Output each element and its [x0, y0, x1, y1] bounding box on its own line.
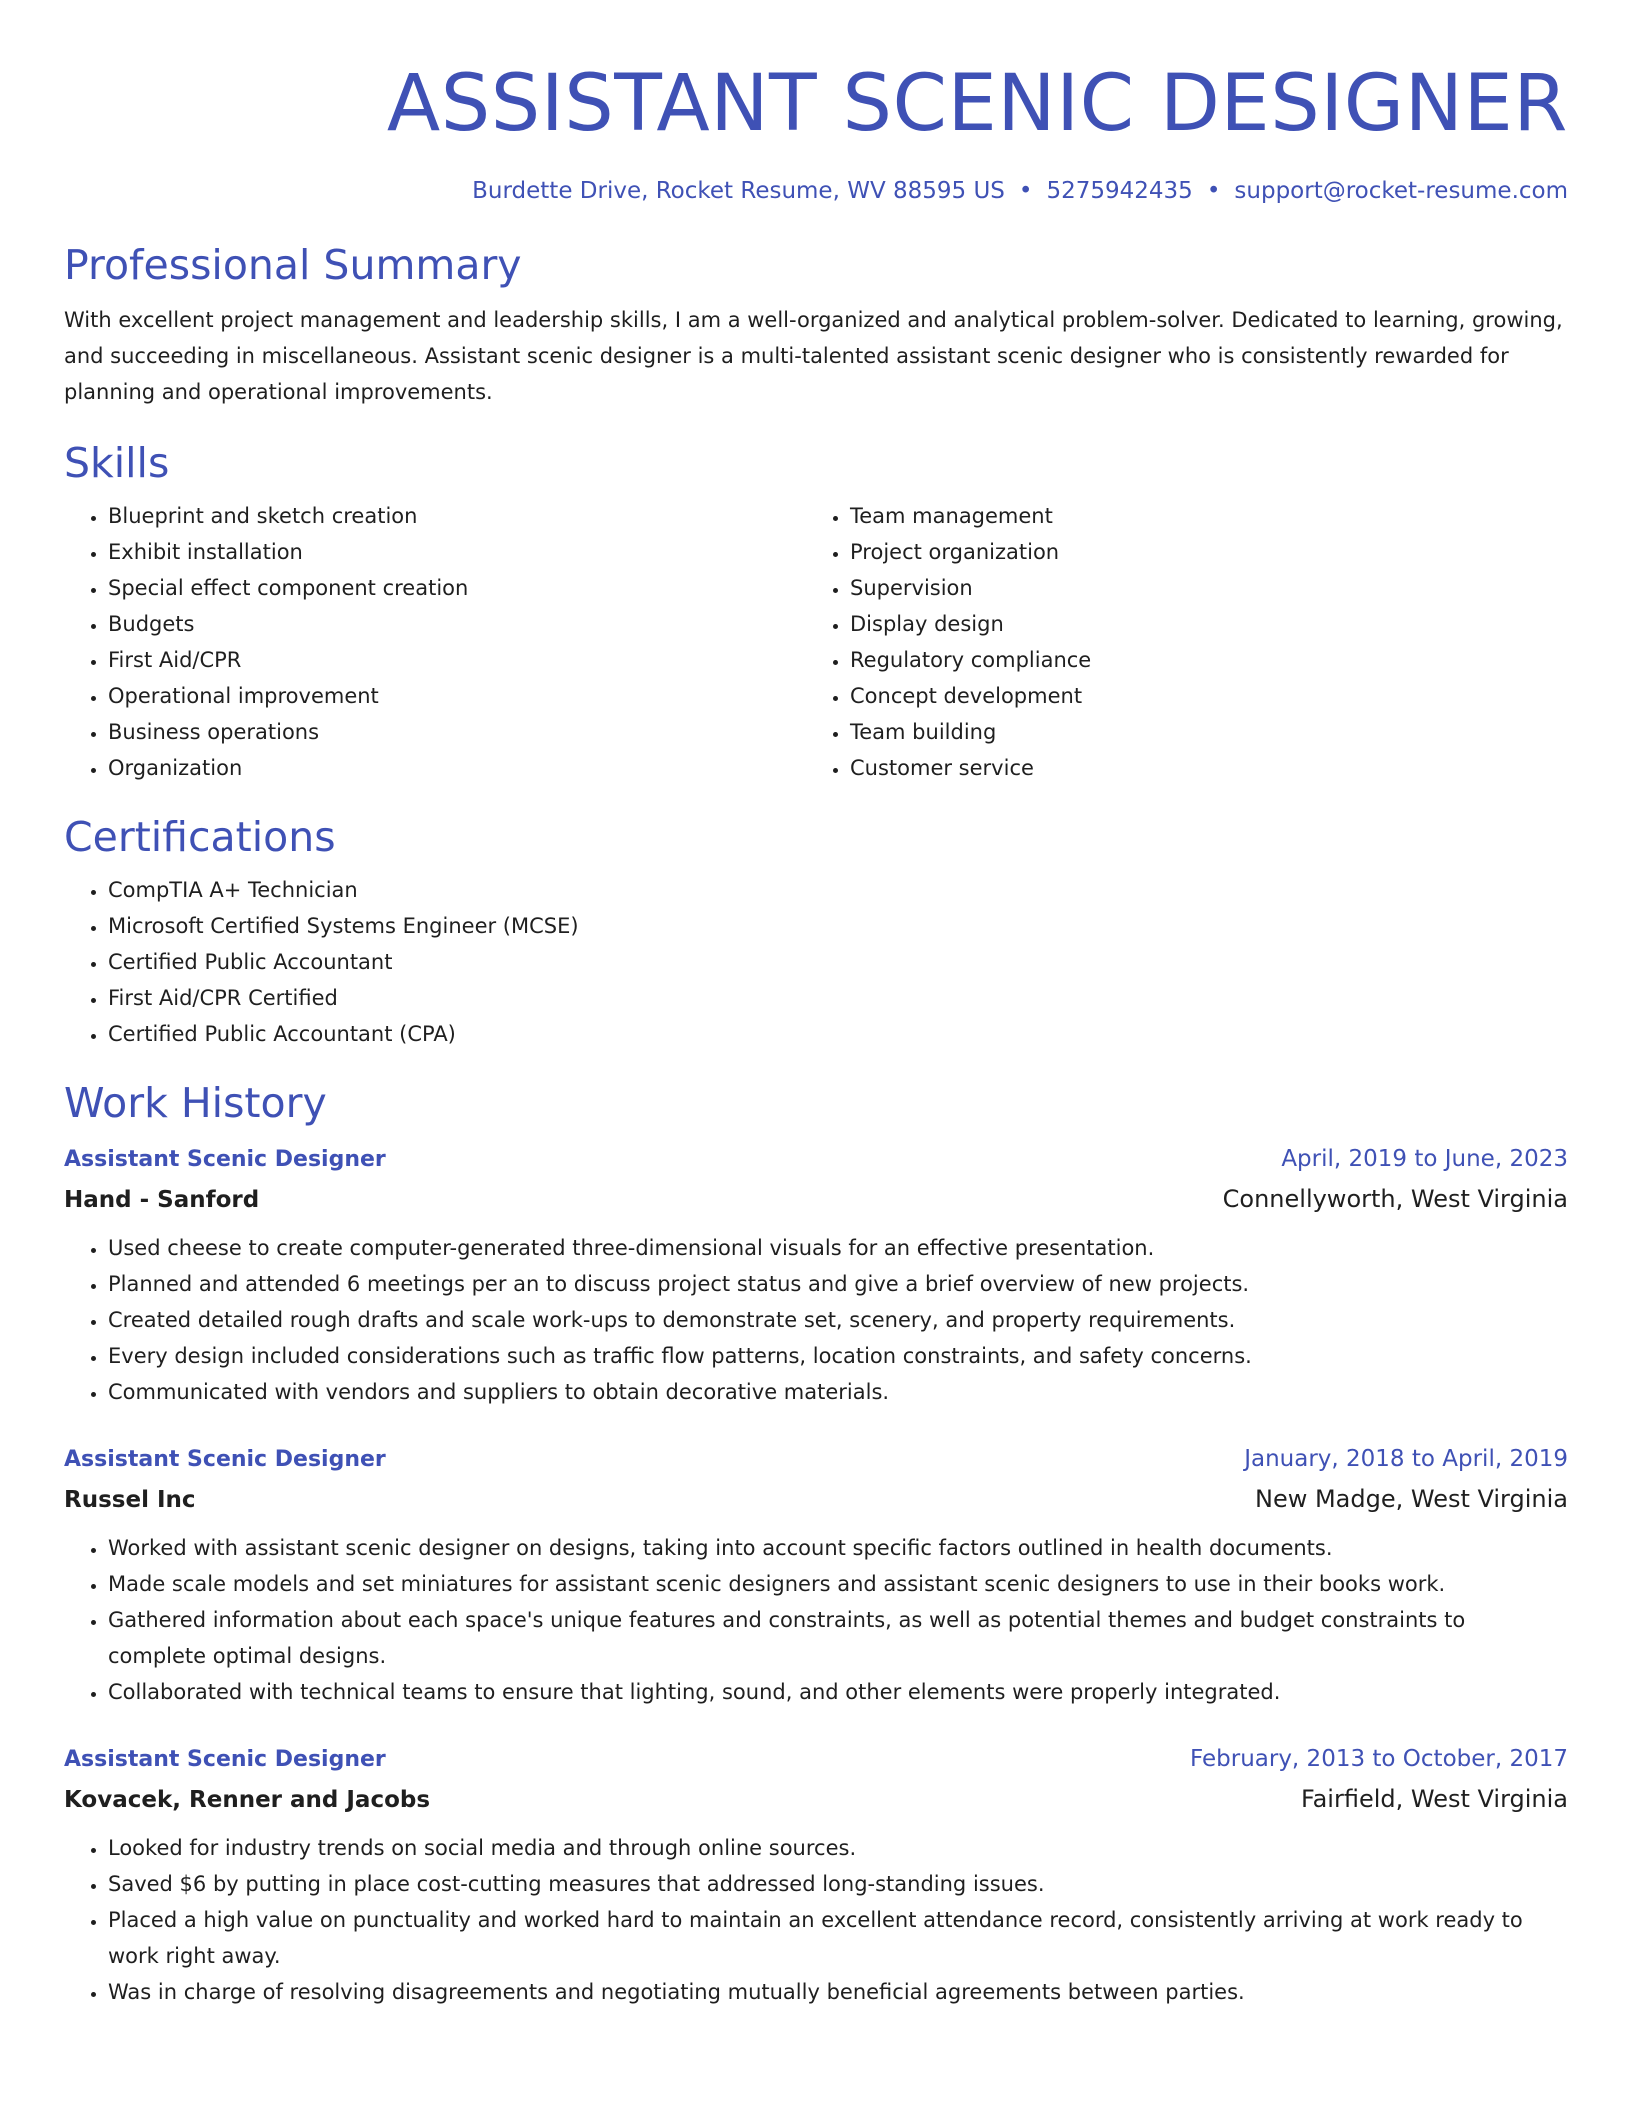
separator-dot: • — [1018, 178, 1033, 204]
resume-header — [64, 0, 1568, 206]
job-bullet: • Placed a high value on punctuality and worked hard to maintain an excellent attendance record, consistently arriving at work ready to work right away. — [108, 1902, 1568, 1974]
skills-section — [64, 436, 1568, 786]
separator-dot: • — [1206, 178, 1221, 204]
job-title-row — [64, 1740, 1568, 1779]
job-entry — [64, 1140, 1568, 1410]
skill-item: • Budgets — [108, 606, 806, 642]
job-company-row — [64, 1479, 1568, 1520]
job-location: Connellyworth, West Virginia — [1222, 1185, 1568, 1213]
skill-item: • Display design — [850, 606, 1568, 642]
certification-item: • Certified Public Accountant — [108, 944, 1568, 980]
job-bullets — [64, 1530, 1568, 1710]
certifications-list — [64, 872, 1568, 1052]
job-title-row — [64, 1440, 1568, 1479]
skills-heading: Skills — [64, 439, 170, 487]
skill-item: • Supervision — [850, 570, 1568, 606]
skill-item: • Special effect component creation — [108, 570, 806, 606]
job-entry — [64, 1440, 1568, 1710]
job-location: New Madge, West Virginia — [1254, 1485, 1568, 1513]
job-bullet: • Made scale models and set miniatures for assistant scenic designers and assistant scenic designers to use in their books work. — [108, 1566, 1568, 1602]
summary-section — [64, 238, 1568, 410]
contact-line — [64, 176, 1568, 206]
work-history-heading: Work History — [64, 1079, 327, 1127]
skills-column-left — [64, 498, 806, 786]
job-bullet: • Collaborated with technical teams to ensure that lighting, sound, and other elements were properly integrated. — [108, 1674, 1568, 1710]
skill-item: • Team building — [850, 714, 1568, 750]
contact-email[interactable]: support@rocket-resume.com — [1234, 178, 1568, 204]
skill-item: • Exhibit installation — [108, 534, 806, 570]
job-title-row — [64, 1140, 1568, 1179]
job-company-row — [64, 1179, 1568, 1220]
job-bullet: • Every design included considerations such as traffic flow patterns, location constraints, and safety concerns. — [108, 1338, 1568, 1374]
job-title: Assistant Scenic Designer — [64, 1147, 386, 1172]
skill-item: • Team management — [850, 498, 1568, 534]
contact-address: Burdette Drive, Rocket Resume, WV 88595 US — [472, 178, 1005, 204]
skill-item: • Project organization — [850, 534, 1568, 570]
job-title: Assistant Scenic Designer — [64, 1447, 386, 1472]
job-bullet: • Communicated with vendors and suppliers to obtain decorative materials. — [108, 1374, 1568, 1410]
skill-item: • Regulatory compliance — [850, 642, 1568, 678]
job-company: Russel Inc — [64, 1487, 196, 1513]
skill-item: • Organization — [108, 750, 806, 786]
resume-title: ASSISTANT SCENIC DESIGNER — [386, 59, 1568, 149]
skills-list-right — [806, 498, 1568, 786]
job-title: Assistant Scenic Designer — [64, 1747, 386, 1772]
job-bullet: • Was in charge of resolving disagreements and negotiating mutually beneficial agreements between parties. — [108, 1974, 1568, 2010]
certifications-section — [64, 810, 1568, 1052]
skill-item: • First Aid/CPR — [108, 642, 806, 678]
job-bullets — [64, 1230, 1568, 1410]
certifications-heading: Certifications — [64, 813, 336, 861]
job-bullet: • Planned and attended 6 meetings per an to discuss project status and give a brief overview of new projects. — [108, 1266, 1568, 1302]
job-bullet: • Worked with assistant scenic designer on designs, taking into account specific factors outlined in health documents. — [108, 1530, 1568, 1566]
job-bullet: • Looked for industry trends on social media and through online sources. — [108, 1830, 1568, 1866]
summary-text: With excellent project management and leadership skills, I am a well-organized and analytical problem-solver. Dedicated to learning, growing, and succeeding in miscellaneous. Assistant scenic designer is a multi-talented assistant scenic designer who is consistently rewarded for planning and operational improvements. — [64, 308, 1563, 404]
job-bullet: • Created detailed rough drafts and scale work-ups to demonstrate set, scenery, and property requirements. — [108, 1302, 1568, 1338]
work-history-section — [64, 1076, 1568, 2010]
contact-phone: 5275942435 — [1046, 178, 1193, 204]
certification-item: • CompTIA A+ Technician — [108, 872, 1568, 908]
job-company: Hand - Sanford — [64, 1187, 260, 1213]
skill-item: • Customer service — [850, 750, 1568, 786]
skills-columns — [64, 498, 1568, 786]
job-company-row — [64, 1779, 1568, 1820]
summary-heading: Professional Summary — [64, 241, 522, 289]
skill-item: • Operational improvement — [108, 678, 806, 714]
job-bullets — [64, 1830, 1568, 2010]
skill-item: • Blueprint and sketch creation — [108, 498, 806, 534]
skills-list-left — [64, 498, 806, 786]
job-entry — [64, 1740, 1568, 2010]
certification-item: • Microsoft Certified Systems Engineer (MCSE) — [108, 908, 1568, 944]
job-dates: February, 2013 to October, 2017 — [1190, 1746, 1568, 1772]
job-bullet: • Saved $6 by putting in place cost-cutting measures that addressed long-standing issues. — [108, 1866, 1568, 1902]
job-location: Fairfield, West Virginia — [1300, 1785, 1568, 1813]
skill-item: • Concept development — [850, 678, 1568, 714]
job-dates: January, 2018 to April, 2019 — [1244, 1446, 1568, 1472]
certification-item: • Certified Public Accountant (CPA) — [108, 1016, 1568, 1052]
certification-item: • First Aid/CPR Certified — [108, 980, 1568, 1016]
skills-column-right — [806, 498, 1568, 786]
job-company: Kovacek, Renner and Jacobs — [64, 1787, 431, 1813]
job-dates: April, 2019 to June, 2023 — [1281, 1146, 1568, 1172]
skill-item: • Business operations — [108, 714, 806, 750]
job-bullet: • Used cheese to create computer-generated three-dimensional visuals for an effective presentation. — [108, 1230, 1568, 1266]
job-bullet: • Gathered information about each space's unique features and constraints, as well as potential themes and budget constraints to complete optimal designs. — [108, 1602, 1568, 1674]
